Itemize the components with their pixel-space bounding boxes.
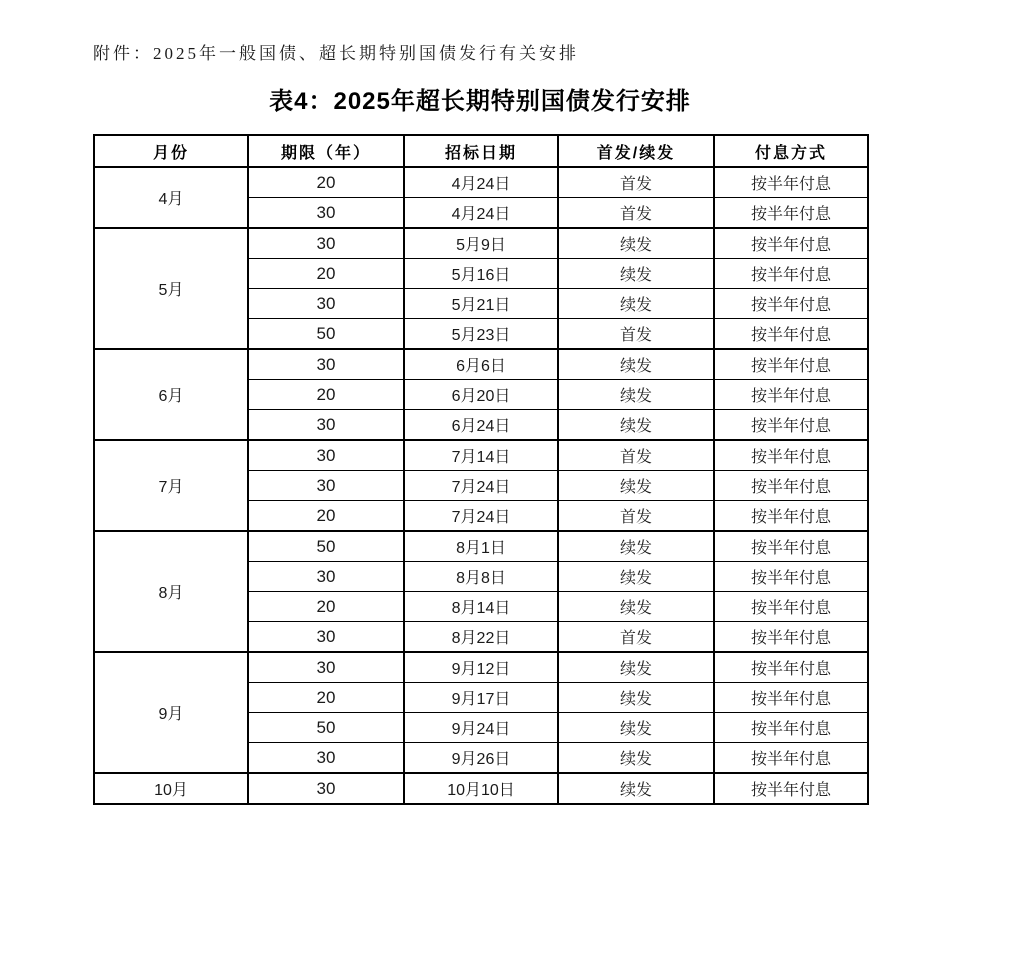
month-cell: 7月	[94, 440, 248, 531]
interest-cell: 按半年付息	[714, 440, 868, 471]
attachment-note: 附件：2025年一般国债、超长期特别国债发行有关安排	[93, 44, 579, 63]
interest-cell: 按半年付息	[714, 410, 868, 441]
term-cell: 30	[248, 228, 404, 259]
interest-cell: 按半年付息	[714, 773, 868, 804]
date-cell: 6月20日	[404, 380, 558, 410]
column-header: 首发/续发	[558, 135, 714, 167]
issue-type-cell: 续发	[558, 259, 714, 289]
term-cell: 30	[248, 622, 404, 653]
interest-cell: 按半年付息	[714, 380, 868, 410]
issue-type-cell: 续发	[558, 228, 714, 259]
issue-type-cell: 首发	[558, 501, 714, 532]
table-title: 表4：2025年超长期特别国债发行安排	[269, 88, 691, 115]
issue-type-cell: 续发	[558, 773, 714, 804]
column-header: 付息方式	[714, 135, 868, 167]
table-row	[94, 349, 868, 380]
table-row	[94, 167, 868, 198]
column-header: 招标日期	[404, 135, 558, 167]
interest-cell: 按半年付息	[714, 471, 868, 501]
term-cell: 20	[248, 380, 404, 410]
term-cell: 20	[248, 683, 404, 713]
interest-cell: 按半年付息	[714, 319, 868, 350]
interest-cell: 按半年付息	[714, 349, 868, 380]
interest-cell: 按半年付息	[714, 743, 868, 774]
term-cell: 30	[248, 198, 404, 229]
interest-cell: 按半年付息	[714, 167, 868, 198]
month-cell: 6月	[94, 349, 248, 440]
table-row	[94, 531, 868, 562]
date-cell: 9月26日	[404, 743, 558, 774]
column-header: 月份	[94, 135, 248, 167]
interest-cell: 按半年付息	[714, 501, 868, 532]
date-cell: 7月14日	[404, 440, 558, 471]
issue-type-cell: 首发	[558, 319, 714, 350]
term-cell: 50	[248, 531, 404, 562]
header-row	[94, 135, 868, 167]
term-cell: 30	[248, 652, 404, 683]
issue-type-cell: 续发	[558, 562, 714, 592]
term-cell: 30	[248, 743, 404, 774]
interest-cell: 按半年付息	[714, 531, 868, 562]
table-row	[94, 652, 868, 683]
term-cell: 30	[248, 410, 404, 441]
term-cell: 30	[248, 440, 404, 471]
issue-type-cell: 首发	[558, 622, 714, 653]
issue-type-cell: 续发	[558, 289, 714, 319]
date-cell: 9月24日	[404, 713, 558, 743]
table-header	[94, 135, 868, 167]
date-cell: 8月1日	[404, 531, 558, 562]
table-body	[94, 167, 868, 804]
date-cell: 8月8日	[404, 562, 558, 592]
table-row	[94, 228, 868, 259]
month-cell: 10月	[94, 773, 248, 804]
term-cell: 50	[248, 713, 404, 743]
interest-cell: 按半年付息	[714, 289, 868, 319]
interest-cell: 按半年付息	[714, 562, 868, 592]
month-cell: 4月	[94, 167, 248, 228]
issue-type-cell: 首发	[558, 167, 714, 198]
column-header: 期限（年）	[248, 135, 404, 167]
table-row	[94, 773, 868, 804]
date-cell: 7月24日	[404, 471, 558, 501]
date-cell: 8月22日	[404, 622, 558, 653]
issue-type-cell: 续发	[558, 713, 714, 743]
issue-type-cell: 续发	[558, 592, 714, 622]
interest-cell: 按半年付息	[714, 652, 868, 683]
issue-type-cell: 续发	[558, 652, 714, 683]
date-cell: 6月24日	[404, 410, 558, 441]
issue-type-cell: 续发	[558, 743, 714, 774]
interest-cell: 按半年付息	[714, 259, 868, 289]
date-cell: 10月10日	[404, 773, 558, 804]
term-cell: 20	[248, 592, 404, 622]
date-cell: 9月12日	[404, 652, 558, 683]
issue-type-cell: 续发	[558, 531, 714, 562]
month-cell: 5月	[94, 228, 248, 349]
issue-type-cell: 续发	[558, 410, 714, 441]
issue-type-cell: 续发	[558, 471, 714, 501]
date-cell: 5月21日	[404, 289, 558, 319]
interest-cell: 按半年付息	[714, 228, 868, 259]
term-cell: 30	[248, 349, 404, 380]
term-cell: 30	[248, 289, 404, 319]
issue-type-cell: 续发	[558, 349, 714, 380]
date-cell: 4月24日	[404, 198, 558, 229]
bond-issuance-table	[93, 134, 869, 805]
date-cell: 8月14日	[404, 592, 558, 622]
interest-cell: 按半年付息	[714, 592, 868, 622]
month-cell: 8月	[94, 531, 248, 652]
term-cell: 30	[248, 773, 404, 804]
term-cell: 30	[248, 471, 404, 501]
date-cell: 5月23日	[404, 319, 558, 350]
term-cell: 50	[248, 319, 404, 350]
month-cell: 9月	[94, 652, 248, 773]
date-cell: 5月9日	[404, 228, 558, 259]
date-cell: 7月24日	[404, 501, 558, 532]
table-row	[94, 440, 868, 471]
issue-type-cell: 首发	[558, 198, 714, 229]
issue-type-cell: 续发	[558, 683, 714, 713]
interest-cell: 按半年付息	[714, 713, 868, 743]
issue-type-cell: 首发	[558, 440, 714, 471]
interest-cell: 按半年付息	[714, 198, 868, 229]
document-page	[93, 0, 867, 805]
term-cell: 20	[248, 259, 404, 289]
date-cell: 5月16日	[404, 259, 558, 289]
term-cell: 20	[248, 167, 404, 198]
term-cell: 20	[248, 501, 404, 532]
term-cell: 30	[248, 562, 404, 592]
date-cell: 4月24日	[404, 167, 558, 198]
issue-type-cell: 续发	[558, 380, 714, 410]
date-cell: 9月17日	[404, 683, 558, 713]
interest-cell: 按半年付息	[714, 683, 868, 713]
date-cell: 6月6日	[404, 349, 558, 380]
interest-cell: 按半年付息	[714, 622, 868, 653]
